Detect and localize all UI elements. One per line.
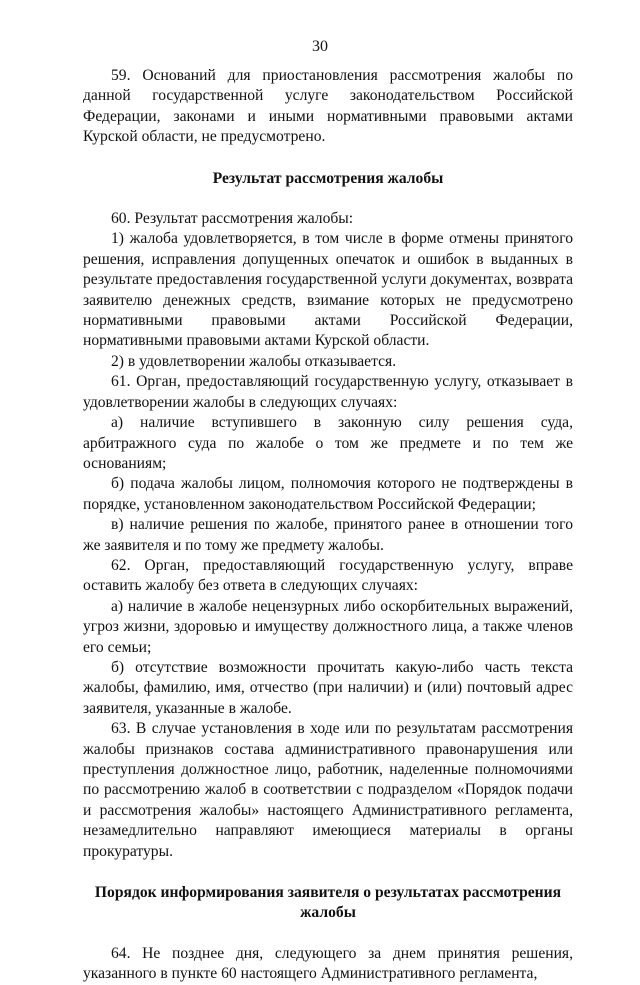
paragraph-59: 59. Оснований для приостановления рассмотрения жалобы по данной государственной услуге законодательством Российской Федерации, законами и иными нормативными правовыми актами Курской области, не предусмотрено. [83, 67, 573, 146]
paragraph-61-item-v: в) наличие решения по жалобе, принятого ранее в отношении того же заявителя и по тому же предмету жалобы. [83, 516, 573, 554]
paragraph-62-item-b: б) отсутствие возможности прочитать какую-либо часть текста жалобы, фамилию, имя, отчество (при наличии) и (или) почтовый адрес заявителя, указанные в жалобе. [83, 658, 573, 717]
paragraph-61: 61. Орган, предоставляющий государственную услугу, отказывает в удовлетворении жалобы в следующих случаях: [83, 373, 573, 411]
paragraph-62-item-a: а) наличие в жалобе нецензурных либо оскорбительных выражений, угроз жизни, здоровью и имуществу должностного лица, а также членов его семьи; [83, 597, 573, 656]
paragraph-61-item-b: б) подача жалобы лицом, полномочия которого не подтверждены в порядке, установленном законодательством Российской Федерации; [83, 475, 573, 513]
paragraph-62: 62. Орган, предоставляющий государственную услугу, вправе оставить жалобу без ответа в следующих случаях: [83, 556, 573, 595]
section-heading-informing: Порядок информирования заявителя о результатах рассмотрения жалобы [94, 884, 562, 922]
paragraph-63: 63. В случае установления в ходе или по результатам рассмотрения жалобы признаков состава административного правонарушения или преступления должностное лицо, работник, наделенные полномочиями по рассмотрению жалоб в соответствии с подразделом «Порядок подачи и рассмотрения жалобы» настоящего Административного регламента, незамедлительно направляют имеющиеся материалы в органы прокуратуры. [83, 720, 573, 860]
paragraph-60: 60. Результат рассмотрения жалобы: [111, 210, 354, 228]
section-heading-result: Результат рассмотрения жалобы [212, 169, 444, 187]
paragraph-60-item-1: 1) жалоба удовлетворяется, в том числе в форме отмены принятого решения, исправления допущенных опечаток и ошибок в выданных в результате предоставления государственной услуги документах, возврата заявителю денежных средств, взимание которых не предусмотрено нормативными правовыми актами Российской Федерации, нормативными правовыми актами Курской области. [83, 230, 573, 350]
paragraph-64: 64. Не позднее дня, следующего за днем принятия решения, указанного в пункте 60 настоящего Административного регламента, [83, 944, 573, 983]
document-body [83, 66, 573, 985]
paragraph-61-item-a: а) наличие вступившего в законную силу решения суда, арбитражного суда по жалобе о том же предмете и по тем же основаниям; [83, 414, 573, 472]
page-number: 30 [312, 38, 328, 55]
paragraph-60-item-2: 2) в удовлетворении жалобы отказывается. [111, 352, 397, 370]
